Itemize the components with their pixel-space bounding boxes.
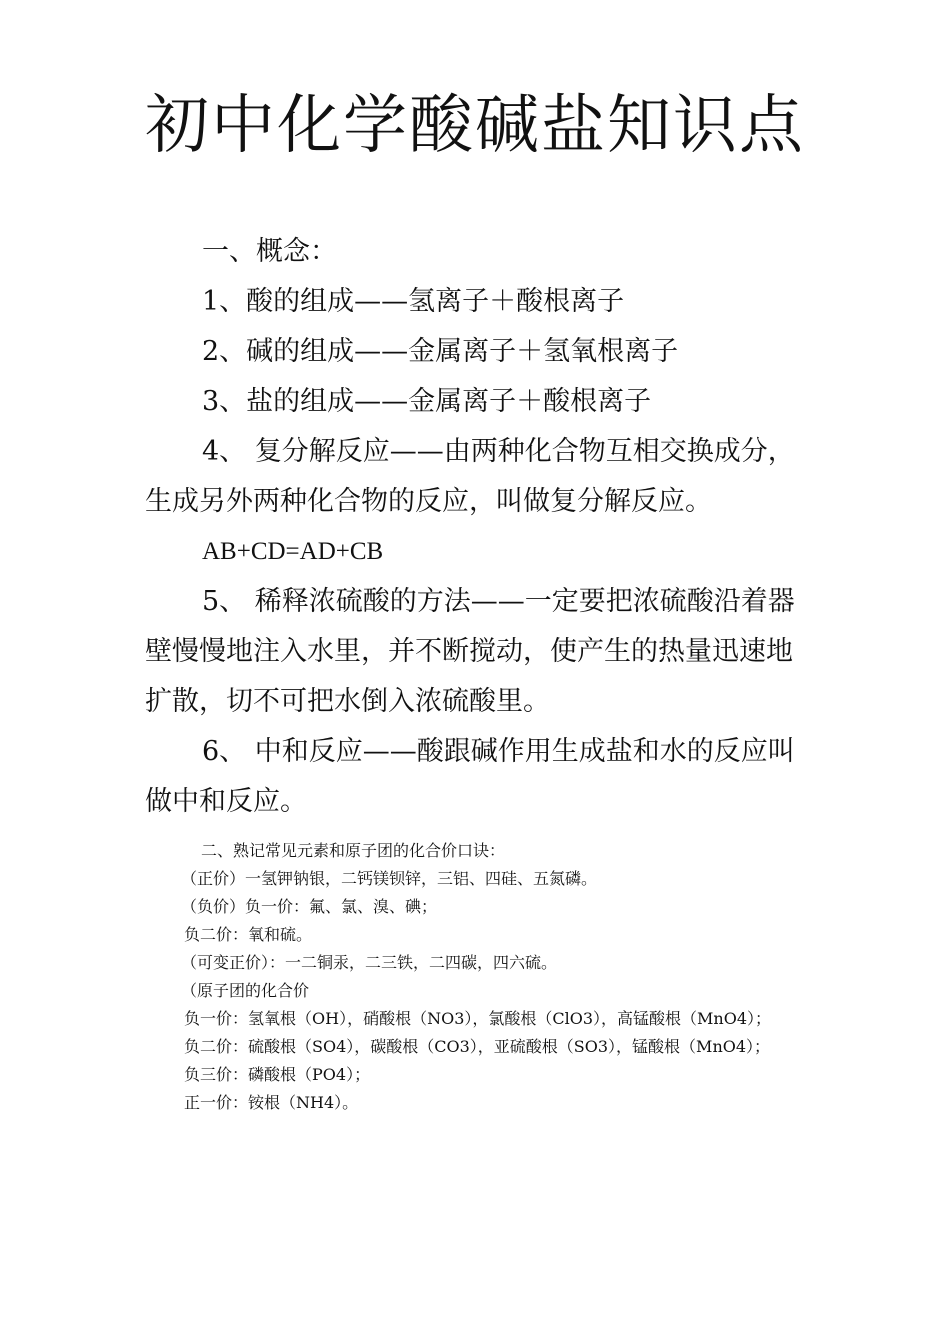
valence-line: 负三价：磷酸根（PO4）； (184, 1065, 371, 1084)
concept-dilution-method: 5、 稀释浓硫酸的方法——一定要把浓硫酸沿着器壁慢慢地注入水里，并不断搅动，使产生的热量迅速地扩散，切不可把水倒入浓硫酸里。 (145, 586, 795, 717)
reaction-formula: AB+CD=AD+CB (202, 538, 384, 565)
valence-section (143, 837, 813, 1117)
valence-line: （可变正价）：一二铜汞，二三铁，二四碳，四六硫。 (181, 953, 558, 972)
concept-neutralization: 6、 中和反应——酸跟碱作用生成盐和水的反应叫做中和反应。 (145, 736, 795, 817)
valence-line: （正价）一氢钾钠银，二钙镁钡锌，三铝、四硅、五氮磷。 (181, 869, 598, 888)
valence-line: （原子团的化合价 (181, 981, 310, 1000)
concept-double-decomposition: 4、 复分解反应——由两种化合物互相交换成分，生成另外两种化合物的反应，叫做复分解反应。 (145, 436, 795, 517)
page-title: 初中化学酸碱盐知识点 (145, 89, 805, 163)
section-heading-valence: 二、熟记常见元素和原子团的化合价口诀： (201, 841, 506, 860)
valence-line: 正一价：铵根（NH4）。 (184, 1093, 359, 1112)
section-heading-concepts: 一、概念： (202, 236, 337, 267)
valence-line: 负一价：氢氧根（OH），硝酸根（NO3），氯酸根（ClO3），高锰酸根（MnO4）； (184, 1009, 772, 1028)
concept-acid-composition: 1、酸的组成——氢离子＋酸根离子 (202, 286, 625, 317)
valence-line: 负二价：硫酸根（SO4），碳酸根（CO3），亚硫酸根（SO3），锰酸根（MnO4）； (184, 1037, 771, 1056)
concept-salt-composition: 3、盐的组成——金属离子＋酸根离子 (202, 386, 652, 417)
concept-base-composition: 2、碱的组成——金属离子＋氢氧根离子 (202, 336, 679, 367)
concepts-section (145, 227, 810, 827)
valence-line: （负价）负一价：氟、氯、溴、碘； (181, 897, 438, 916)
valence-line: 负二价：氧和硫。 (184, 925, 313, 944)
